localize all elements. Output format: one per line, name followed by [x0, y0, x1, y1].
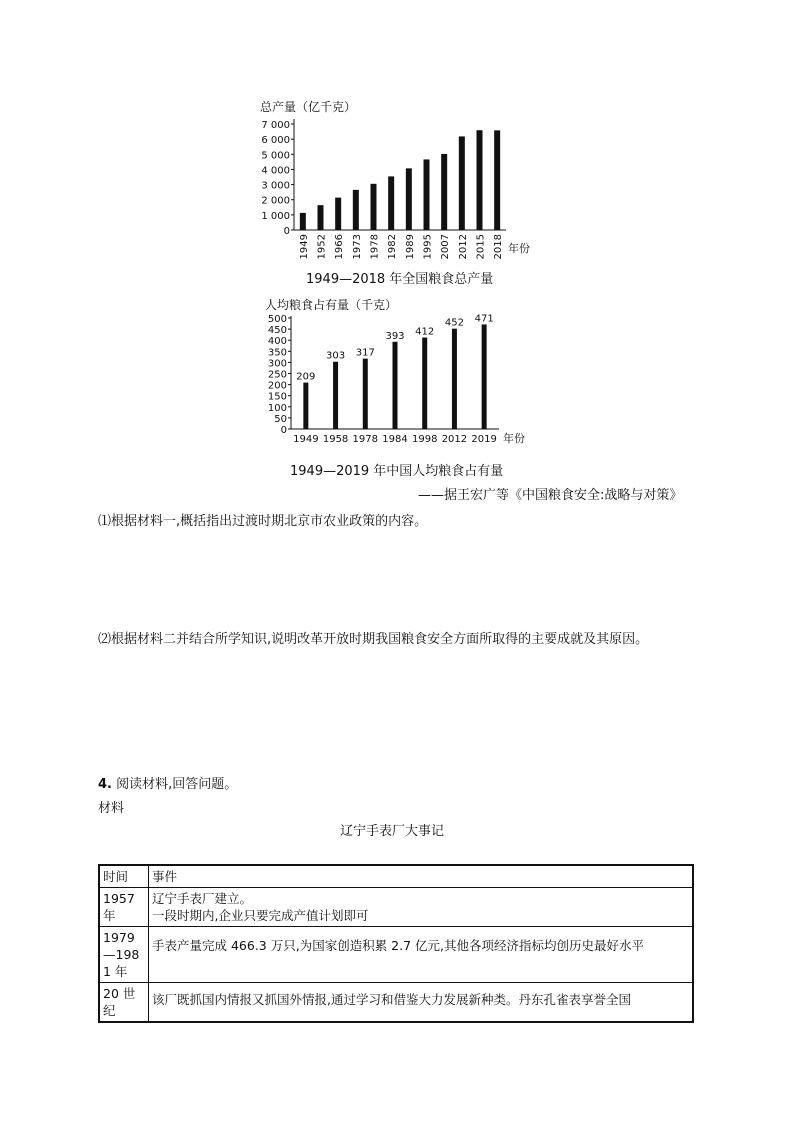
c2-ytick-label: 150: [267, 391, 287, 403]
c2-x-label: 1998: [411, 434, 438, 445]
c1-x-label: 1995: [422, 234, 434, 260]
c2-ytick-label: 100: [267, 402, 287, 414]
c1-ytick-label: 2 000: [261, 195, 290, 207]
c1-x-label: 1952: [316, 234, 328, 260]
row-event: 辽宁手表厂建立。 一段时期内,企业只要完成产值计划即可: [149, 888, 694, 927]
row-time: 20 世纪: [99, 983, 149, 1023]
c1-bar: [335, 198, 341, 230]
c1-x-label: 1973: [351, 234, 363, 260]
c2-bar: [363, 359, 368, 429]
c1-ytick-label: 7 000: [261, 120, 290, 131]
section-4-heading: [98, 773, 237, 792]
c2-ytick-label: 300: [267, 358, 287, 370]
question-1: ⑴根据材料一,概括指出过渡时期北京市农业政策的内容。: [98, 514, 428, 529]
c1-bar: [406, 168, 412, 230]
c1-bar: [424, 159, 430, 230]
c1-bar: [300, 213, 306, 230]
c2-ytick-label: 50: [274, 413, 287, 425]
row-event: 手表产量完成 466.3 万只,为国家创造积累 2.7 亿元,其他各项经济指标均创历史最好水平: [149, 927, 694, 983]
c2-data-label: 317: [355, 347, 375, 359]
c2-data-label: 303: [326, 350, 346, 362]
chart2-caption: 1949—2019 年中国人均粮食占有量: [290, 464, 504, 479]
c2-data-label: 209: [296, 371, 316, 383]
chart1-xlabel: 年份: [508, 242, 530, 255]
c1-bar: [353, 190, 359, 230]
c1-ytick-label: 1 000: [261, 210, 290, 222]
c1-x-label: 1949: [298, 234, 310, 260]
c1-x-label: 2007: [440, 234, 452, 260]
chart2-ylabel: 人均粮食占有量（千克）: [265, 298, 398, 312]
c2-x-label: 1984: [382, 434, 408, 445]
c2-data-label: 412: [415, 326, 435, 338]
row-time: 1979—1981 年: [99, 927, 149, 983]
total-grain-production-chart: [250, 95, 550, 260]
per-capita-grain-chart: [255, 294, 545, 449]
c2-x-label: 2019: [471, 434, 497, 445]
c2-bar: [482, 324, 487, 429]
c2-ytick-label: 450: [267, 325, 287, 337]
c1-x-label: 2012: [457, 234, 469, 260]
c1-x-label: 1989: [404, 234, 416, 260]
c2-x-label: 1958: [322, 434, 349, 445]
section-4-instruction: 阅读材料,回答问题。: [111, 777, 238, 792]
c2-data-label: 471: [474, 313, 494, 325]
c2-x-label: 2012: [441, 434, 468, 445]
c2-data-label: 393: [385, 330, 405, 342]
table-row: [99, 888, 693, 927]
events-table: [98, 864, 694, 1023]
c1-x-label: 1978: [369, 234, 381, 260]
table-header-row: [99, 865, 693, 888]
c2-ytick-label: 0: [280, 425, 287, 436]
c2-x-label: 1978: [352, 434, 379, 445]
c1-bar: [371, 184, 377, 230]
chart2-xlabel: 年份: [503, 432, 525, 445]
c2-ytick-label: 350: [267, 347, 287, 359]
question-2: ⑵根据材料二并结合所学知识,说明改革开放时期我国粮食安全方面所取得的主要成就及其原因。: [98, 632, 649, 647]
c2-bar: [393, 342, 398, 429]
c1-x-label: 2015: [475, 234, 487, 260]
c2-bar: [333, 362, 338, 429]
c1-ytick-label: 6 000: [261, 135, 290, 147]
c1-bar: [477, 130, 483, 230]
c2-ytick-label: 500: [267, 314, 287, 325]
material-label: 材料: [98, 801, 125, 816]
chart1-caption: 1949—2018 年全国粮食总产量: [306, 272, 494, 287]
row-event: 该厂既抓国内情报又抓国外情报,通过学习和借鉴大力发展新种类。丹东孔雀表享誉全国: [149, 983, 694, 1023]
table-row: [99, 927, 693, 983]
c1-ytick-label: 4 000: [261, 165, 290, 177]
c2-bar: [422, 338, 427, 429]
c2-data-label: 452: [444, 317, 464, 329]
c2-ytick-label: 400: [267, 336, 287, 348]
table-row: [99, 983, 693, 1023]
c1-ytick-label: 5 000: [261, 150, 290, 162]
c1-x-label: 2018: [493, 234, 505, 260]
c1-ytick-label: 0: [283, 226, 290, 237]
c1-ytick-label: 3 000: [261, 180, 290, 192]
chart1-ylabel: 总产量（亿千克）: [260, 100, 357, 114]
c2-x-label: 1949: [293, 434, 319, 445]
c2-ytick-label: 200: [267, 380, 287, 392]
c1-bar: [459, 136, 465, 230]
c2-bar: [303, 383, 308, 429]
c2-bar: [452, 329, 457, 429]
c1-bar: [318, 205, 324, 230]
header-event: 事件: [149, 865, 694, 888]
c2-ytick-label: 250: [267, 369, 287, 381]
source-citation: ——据王宏广等《中国粮食安全:战略与对策》: [418, 488, 683, 503]
row-time: 1957 年: [99, 888, 149, 927]
c1-bar: [441, 154, 447, 230]
section-4-number: 4.: [98, 777, 112, 792]
c1-bar: [388, 176, 394, 230]
c1-bar: [494, 130, 500, 230]
table-title: 辽宁手表厂大事记: [340, 824, 445, 839]
header-time: 时间: [99, 865, 149, 888]
c1-x-label: 1982: [387, 234, 399, 260]
c1-x-label: 1966: [334, 234, 346, 260]
